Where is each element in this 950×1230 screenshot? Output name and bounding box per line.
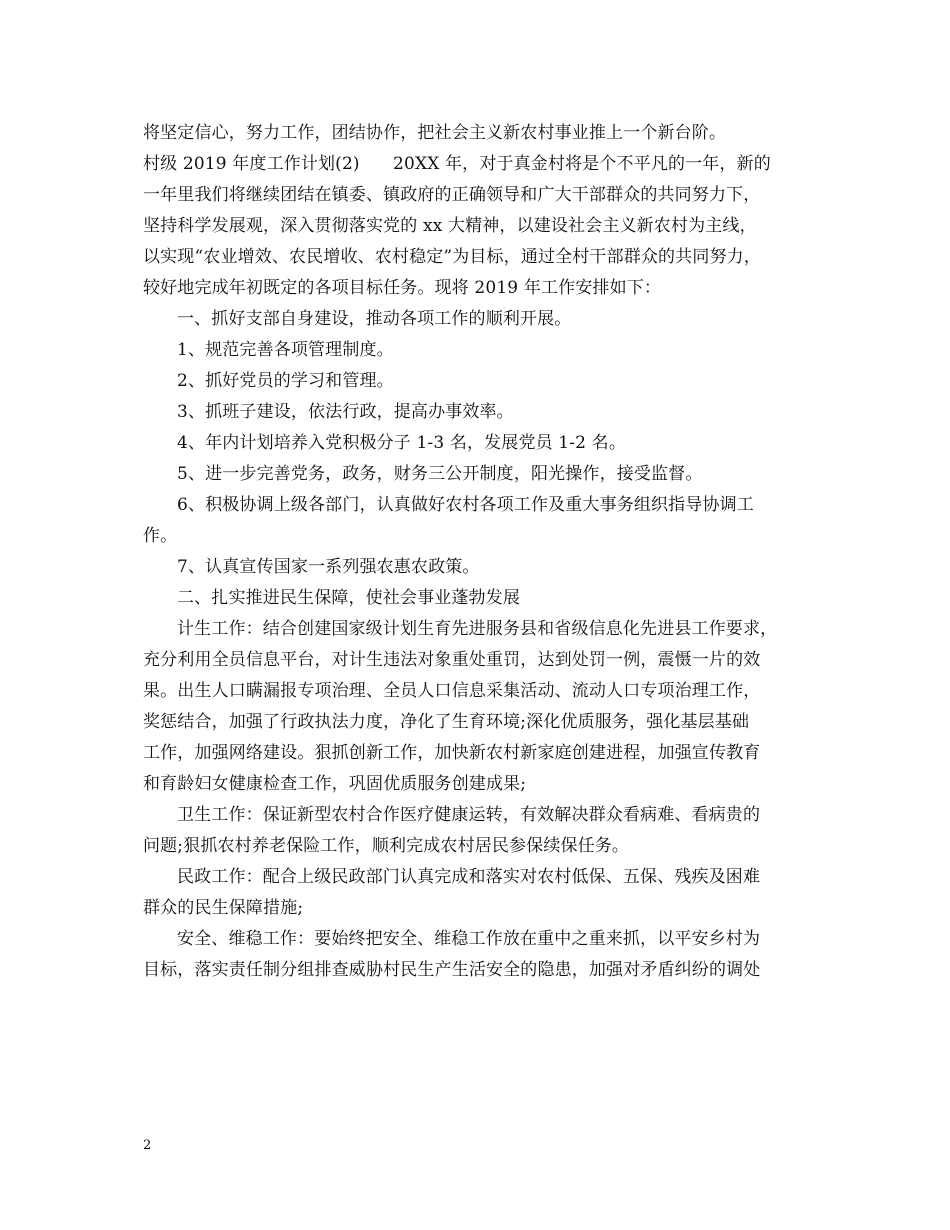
text-line: 和育龄妇女健康检查工作，巩固优质服务创建成果;: [143, 774, 527, 794]
list-item: 6、积极协调上级各部门，认真做好农村各项工作及重大事务组织指导协调工: [177, 495, 754, 515]
document-body: [143, 118, 823, 986]
text-line: 目标，落实责任制分组排查威胁村民生产生活安全的隐患，加强对矛盾纠纷的调处: [143, 960, 761, 980]
text-line: 果。出生人口瞒漏报专项治理、全员人口信息采集活动、流动人口专项治理工作，: [143, 681, 761, 701]
list-item: 1、规范完善各项管理制度。: [177, 340, 394, 360]
list-item: 2、抓好党员的学习和管理。: [177, 371, 394, 391]
text-line: 群众的民生保障措施;: [143, 898, 304, 918]
text-line: 工作，加强网络建设。狠抓创新工作，加快新农村新家庭创建进程，加强宣传教育: [143, 743, 761, 763]
text-line: 作。: [143, 526, 178, 546]
paragraph-start: 卫生工作：保证新型农村合作医疗健康运转，有效解决群众看病难、看病贵的: [177, 805, 761, 825]
section-heading: 二、扎实推进民生保障，使社会事业蓬勃发展: [177, 588, 520, 608]
text-line: 以实现“农业增效、农民增收、农村稳定”为目标，通过全村干部群众的共同努力，: [143, 247, 761, 267]
paragraph-start: 计生工作：结合创建国家级计划生育先进服务县和省级信息化先进县工作要求，: [177, 619, 778, 639]
paragraph-start: 安全、维稳工作：要始终把安全、维稳工作放在重中之重来抓，以平安乡村为: [177, 929, 761, 949]
list-item: 4、年内计划培养入党积极分子 1-3 名，发展党员 1-2 名。: [177, 433, 626, 453]
list-item: 7、认真宣传国家一系列强农惠农政策。: [177, 557, 480, 577]
text-line: 充分利用全员信息平台，对计生违法对象重处重罚，达到处罚一例，震慑一片的效: [143, 650, 761, 670]
section-heading: 一、抓好支部自身建设，推动各项工作的顺利开展。: [177, 309, 572, 329]
text-line: 一年里我们将继续团结在镇委、镇政府的正确领导和广大干部群众的共同努力下，: [143, 185, 761, 205]
text-line: 问题;狠抓农村养老保险工作，顺利完成农村居民参保续保任务。: [143, 836, 630, 856]
text-line: 将坚定信心，努力工作，团结协作，把社会主义新农村事业推上一个新台阶。: [143, 123, 727, 143]
list-item: 3、抓班子建设，依法行政，提高办事效率。: [177, 402, 514, 422]
text-line: 村级 2019 年度工作计划(2) 20XX 年，对于真金村将是个不平凡的一年，新的: [143, 154, 771, 174]
text-line: 较好地完成年初既定的各项目标任务。现将 2019 年工作安排如下：: [143, 278, 662, 298]
text-line: 奖惩结合，加强了行政执法力度，净化了生育环境;深化优质服务，强化基层基础: [143, 712, 750, 732]
page-number: 2: [143, 1138, 152, 1153]
paragraph-start: 民政工作：配合上级民政部门认真完成和落实对农村低保、五保、残疾及困难: [177, 867, 761, 887]
text-line: 坚持科学发展观，深入贯彻落实党的 xx 大精神，以建设社会主义新农村为主线，: [143, 216, 757, 236]
list-item: 5、进一步完善党务，政务，财务三公开制度，阳光操作，接受监督。: [177, 464, 703, 484]
